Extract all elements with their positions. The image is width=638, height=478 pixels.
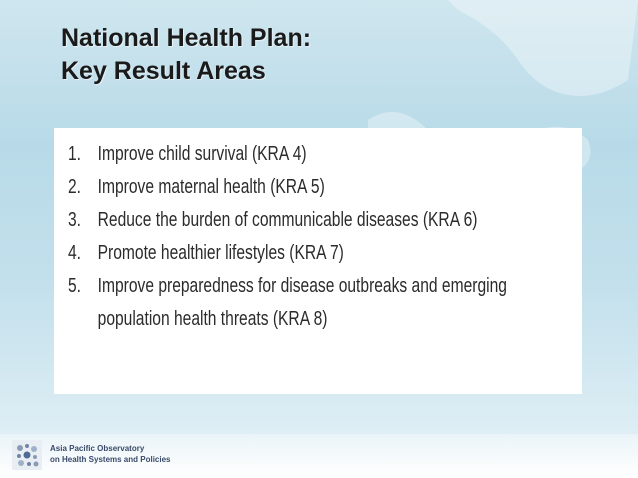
footer xyxy=(0,434,638,478)
title-line-2: Key Result Areas xyxy=(61,57,266,85)
list-item xyxy=(68,237,507,270)
organization-name-line-2: on Health Systems and Policies xyxy=(50,455,171,464)
list-item-number: 2. xyxy=(68,176,82,198)
list-item-text: Reduce the burden of communicable diseases (KRA 6) xyxy=(97,209,478,231)
slide-title xyxy=(61,22,311,88)
title-line-1: National Health Plan: xyxy=(61,24,312,52)
observatory-logo-icon xyxy=(12,440,42,470)
list-item-number: 1. xyxy=(68,143,82,165)
list-item-number: 3. xyxy=(68,209,82,231)
list-item xyxy=(68,270,507,303)
list-item xyxy=(68,171,507,204)
list-item-text: Improve maternal health (KRA 5) xyxy=(97,176,325,198)
kra-list xyxy=(68,138,507,336)
list-item-text: Improve preparedness for disease outbreaks and emerging xyxy=(97,275,507,297)
list-item xyxy=(68,204,507,237)
organization-name-line-1: Asia Pacific Observatory xyxy=(50,444,145,453)
list-item-text: Promote healthier lifestyles (KRA 7) xyxy=(97,242,344,264)
organization-name xyxy=(50,443,170,465)
list-item-number: 4. xyxy=(68,242,82,264)
list-item-text: Improve child survival (KRA 4) xyxy=(97,143,307,165)
kra-content-box xyxy=(54,128,582,394)
list-item xyxy=(68,138,507,171)
list-item-continuation xyxy=(68,303,507,336)
list-item-number xyxy=(68,303,98,336)
list-item-text: population health threats (KRA 8) xyxy=(97,308,328,330)
list-item-number: 5. xyxy=(68,275,82,297)
